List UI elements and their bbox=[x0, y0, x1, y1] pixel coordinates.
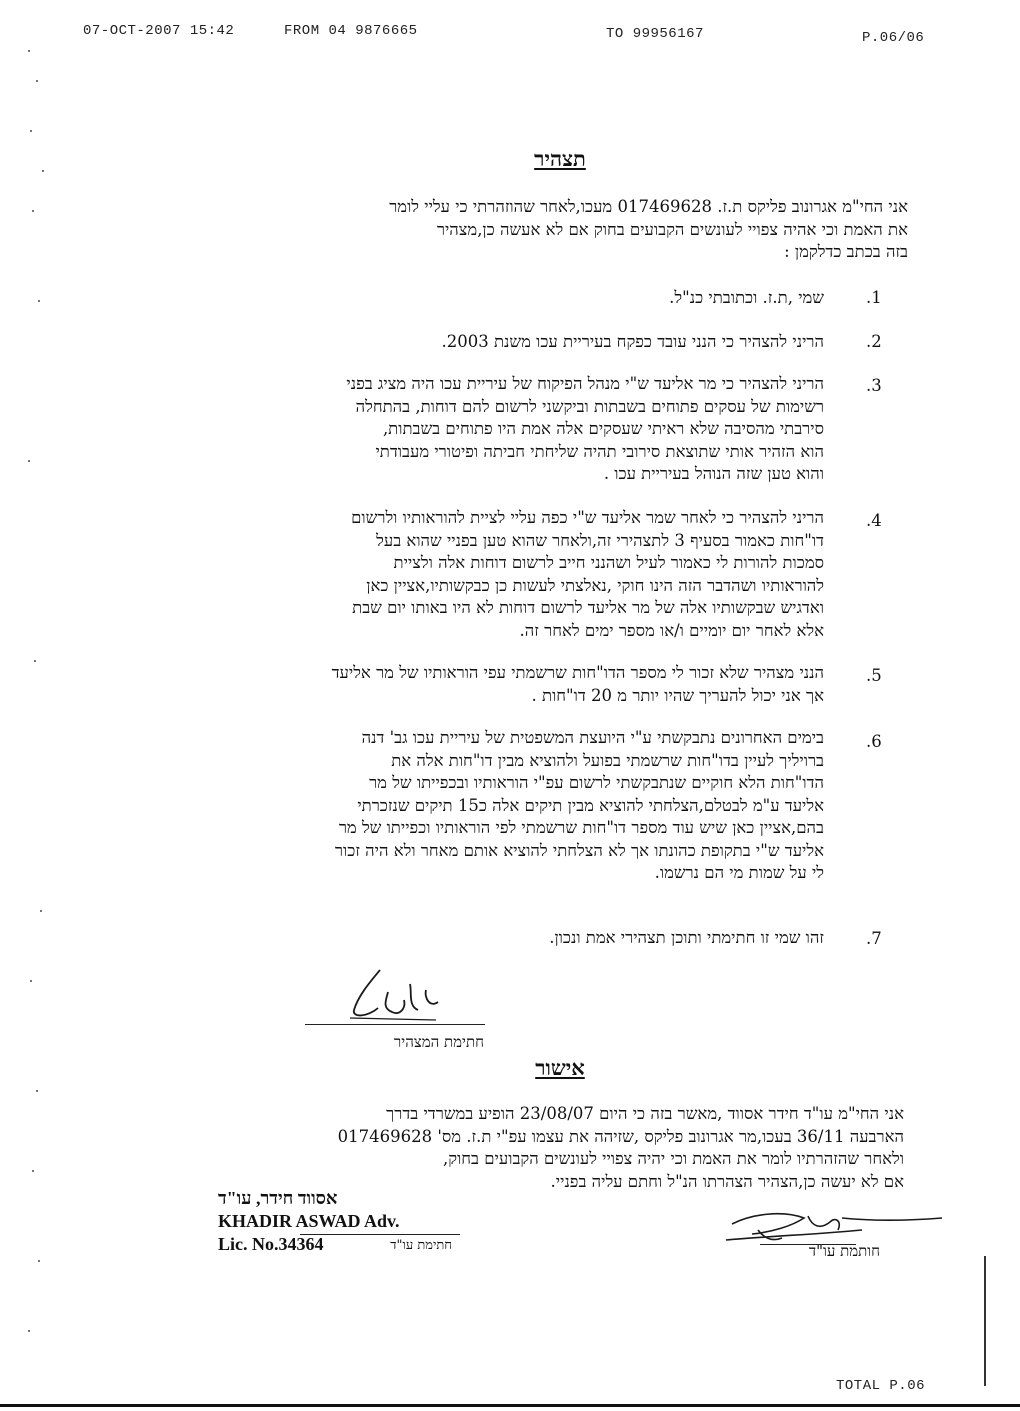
fax-total-pages: TOTAL P.06 bbox=[836, 1378, 926, 1394]
item-number: .7 bbox=[866, 929, 882, 948]
intro-line: בזה בכתב כדלקמן : bbox=[784, 242, 908, 261]
approval-paragraph bbox=[180, 1103, 904, 1193]
item-line: אך אני יכול להעריך שהיו יותר מ 20 דו"חות . bbox=[531, 685, 824, 705]
lawyer-stamp-hebrew: אסווד חידר, עו"ד bbox=[218, 1188, 338, 1208]
item-line: סירבתי מהסיבה שלא ראיתי שעסקים אלה אמת היו פתוחים בשבתות, bbox=[382, 419, 824, 438]
approval-line: אם לא יעשה כן,הצהיר הצהרתו הנ"ל וחתם עליה בפניי. bbox=[550, 1171, 904, 1191]
intro-line: אני החי"מ אגרונוב פליקס ת.ז. 017469628 מעכו,לאחר שהוזהרתי כי עליי לומר bbox=[389, 197, 908, 216]
item-line: בהם,אציין כאן שיש עוד מספר דו"חות שרשמתי לפי הוראותיו וכפייתו של מר bbox=[338, 818, 824, 837]
lawyer-stamp-english: KHADIR ASWAD Adv. bbox=[218, 1211, 400, 1231]
scan-noise-margin bbox=[24, 40, 54, 1370]
item-line: הוא הזהיר אותי שתוצאת סירובי תהיה שליחתי חביתה ופיטורי מעבודתי bbox=[375, 441, 824, 461]
item-line: זהו שמי זו חתימתי ותוכן תצהירי אמת ונכון. bbox=[549, 928, 824, 947]
approval-line: ולאחר שהזהרתיו לומר את האמת וכי יהיה צפויי לעונשים הקבועים בחוק, bbox=[443, 1149, 904, 1168]
item-line: רשימות של עסקים פתוחים בשבתות וביקשני לרשום להם דוחות, בהתחלה bbox=[355, 396, 824, 416]
lawyer-stamp-overlay-label: חתימת עו"ד bbox=[390, 1238, 452, 1253]
lawyer-signature-label: חותמת עו"ד bbox=[808, 1242, 880, 1260]
item-line: אלא לאחר יום יומיים ו/או מספר ימים לאחר זה. bbox=[519, 620, 824, 640]
item-line: אליעד ע"מ לבטלם,הצלחתי להוציא מבין תיקים אלה כ15 תיקים שנזכרתי bbox=[357, 795, 824, 815]
item-line: הריני להצהיר כי לאחר שמר אליעד ש"י כפה עליי לציית להוראותיו ולרשום bbox=[351, 508, 824, 527]
item-number: .5 bbox=[866, 666, 882, 685]
item-line: הנני מצהיר שלא זכור לי מספר הדו"חות שרשמתי עפי הוראותיו של מר אליעד bbox=[331, 663, 824, 682]
item-6 bbox=[180, 727, 824, 885]
approval-line: הארבעה 36/11 בעכו,מר אגרונוב פליקס ,שזיהה את עצמו עפ"י ת.ז. מס' 017469628 bbox=[337, 1126, 904, 1146]
fax-datetime: 07-OCT-2007 15:42 bbox=[83, 23, 235, 39]
declarant-signature-line bbox=[305, 1024, 485, 1025]
scan-bottom-edge bbox=[0, 1404, 1020, 1407]
item-line: להוראותיו ושהדבר הזה הינו חוקי ,נאלצתי לעשות כן כבקשותיו,אציין כאן bbox=[366, 575, 824, 595]
item-number: .4 bbox=[866, 511, 882, 530]
intro-line: את האמת וכי אהיה צפויי לעונשים הקבועים בחוק אם לא אעשה כן,מצהיר bbox=[436, 219, 908, 239]
item-line: והוא טען שזה הנוהל בעיריית עכו . bbox=[603, 464, 824, 483]
item-line: אליעד ש"י בתקופת כהונתו אך לא הצלחתי להוציא אותם מאחר ולא היה זכור bbox=[334, 840, 824, 860]
item-line: סמכות להורות לי כאמור לעיל ושהנני חייב לרשום דוחות אלה ולציית bbox=[393, 553, 824, 572]
item-line: לי על שמות מי הם נרשמו. bbox=[654, 863, 824, 882]
item-1 bbox=[190, 287, 824, 310]
fax-from: FROM 04 9876665 bbox=[284, 23, 418, 39]
item-number: .1 bbox=[866, 288, 882, 307]
item-number: .3 bbox=[866, 376, 882, 395]
item-3 bbox=[180, 373, 824, 486]
item-line: ואדגיש שבקשותיו אלה של מר אליעד לרשום דוחות לא היו באותו יום שבת bbox=[352, 598, 824, 617]
fax-to: TO 99956167 bbox=[606, 26, 704, 42]
document-title: תצהיר bbox=[534, 146, 586, 171]
item-line: דו"חות כאמור בסעיף 3 לתצהירי זה,ולאחר שהוא טען בפניי שהוא בעל bbox=[376, 530, 824, 550]
lawyer-stamp-line bbox=[300, 1234, 460, 1235]
item-5 bbox=[180, 662, 824, 707]
item-line: בימים האחרונים נתבקשתי ע"י היועצת המשפטית של עיריית עכו גב' דנה bbox=[361, 728, 824, 747]
item-line: הדו"חות הלא חוקיים שנתבקשתי לרשום עפ"י הוראותיו ובכפייתו של מר bbox=[369, 773, 824, 792]
approval-line: אני החי"מ עו"ד חידר אסווד ,מאשר בזה כי היום 23/08/07 הופיע במשרדי בדרך bbox=[386, 1104, 904, 1123]
item-line: הריני להצהיר כי הנני עובד כפקח בעיריית עכו משנת 2003. bbox=[441, 332, 824, 351]
item-2 bbox=[190, 331, 824, 354]
lawyer-stamp-license: Lic. No.34364 bbox=[218, 1234, 324, 1254]
item-line: ברויליך לעיין בדו"חות שרשמתי בפועל ולהוציא מבין דו"חות אלה את bbox=[391, 750, 824, 770]
declarant-signature-label: חתימת המצהיר bbox=[393, 1033, 484, 1051]
fax-page-number: P.06/06 bbox=[862, 30, 925, 46]
item-line: שמי ,ת.ז. וכתובתי כנ"ל. bbox=[669, 288, 824, 307]
item-number: .6 bbox=[866, 732, 882, 751]
approval-title: אישור bbox=[535, 1055, 585, 1080]
scan-edge-line bbox=[984, 1256, 986, 1386]
declarant-signature bbox=[340, 962, 450, 1024]
item-number: .2 bbox=[866, 332, 882, 351]
item-4 bbox=[180, 507, 824, 642]
item-7 bbox=[190, 927, 824, 950]
item-line: הריני להצהיר כי מר אליעד ש"י מנהל הפיקוח של עיריית עכו היה מציג בפני bbox=[346, 374, 824, 393]
intro-paragraph bbox=[190, 196, 908, 264]
